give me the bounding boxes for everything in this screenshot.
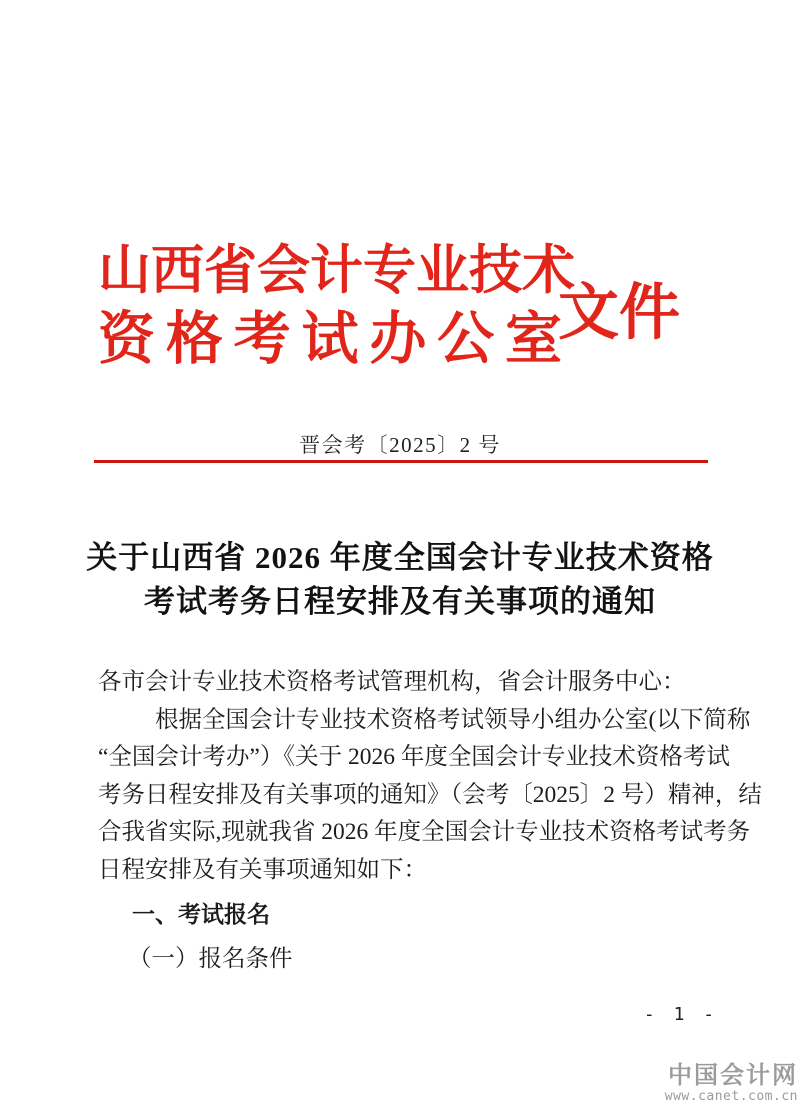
body-line: 根据全国会计专业技术资格考试领导小组办公室(以下简称 [155,706,751,733]
body-line: 合我省实际,现就我省 2026 年度全国会计专业技术资格考试考务 [98,819,751,845]
issuer-name-line1: 山 西 省 会 计 专 业 技 术 [98,242,575,300]
body-line: 考务日程安排及有关事项的通知》（会考〔2025〕2 号）精神，结 [98,781,762,808]
watermark-site-name: 中国会计网 [668,1062,798,1089]
body-line: “全国会计考办”）《关于 2026 年度全国会计专业技术资格考试 [98,744,730,770]
watermark [665,1063,798,1104]
section-heading: 一、考试报名 [132,901,270,927]
document-title-line1: 关于山西省 2026 年度全国会计专业技术资格 [86,540,714,575]
letterhead [98,238,681,376]
page-number: - 1 - [643,1004,719,1025]
body-line: 日程安排及有关事项通知如下： [98,856,427,883]
red-separator-line [94,460,708,463]
issuer-name-line2: 资 格 考 试 办 公 室 [98,308,562,371]
document-title-line2: 考试考务日程安排及有关事项的通知 [144,584,656,619]
salutation: 各市会计专业技术资格考试管理机构，省会计服务中心： [98,669,686,695]
document-title [50,536,750,624]
subsection-heading: （一）报名条件 [128,945,293,972]
document-type-label: 文 件 [558,279,681,347]
document-body [98,664,762,978]
issuer-name [98,238,575,376]
reference-number: 晋会考〔2025〕2 号 [299,433,501,457]
watermark-site-url: www.canet.com.cn [664,1089,798,1104]
